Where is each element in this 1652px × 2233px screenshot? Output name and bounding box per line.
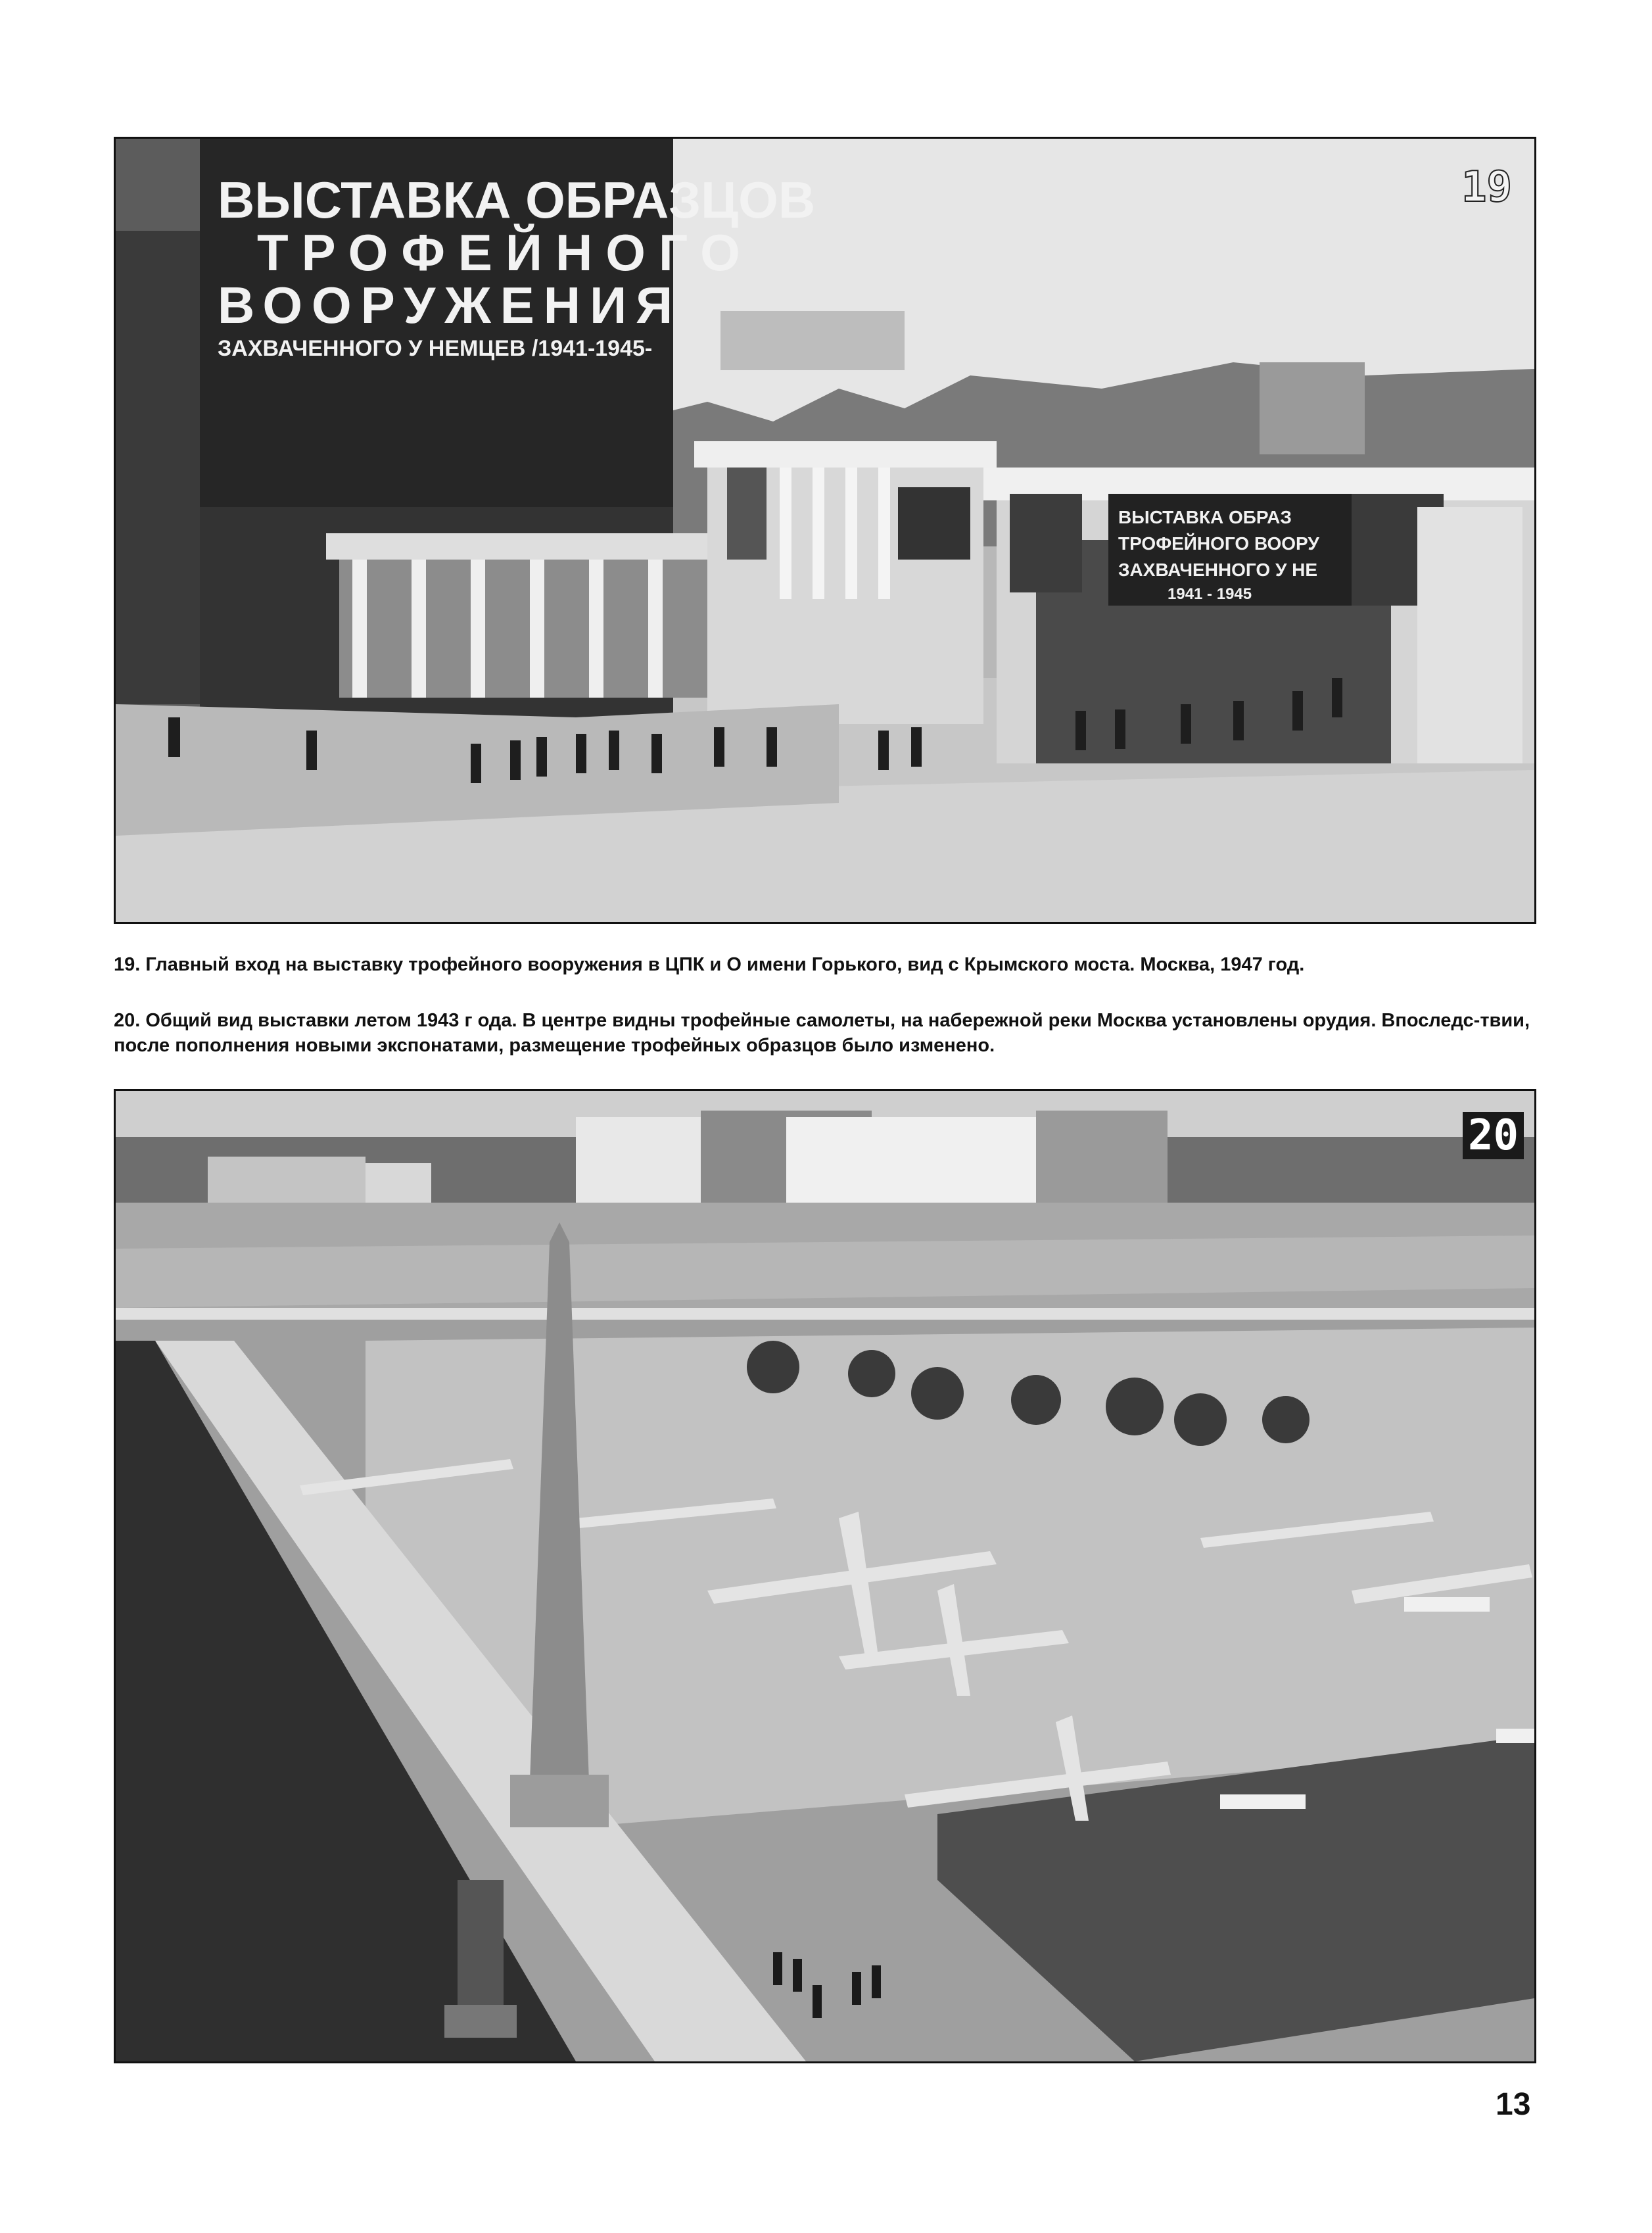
photo-exhibition-entrance [114,137,1536,924]
entrance-photo-illustration [116,139,1534,922]
caption-figure-19: 19. Главный вход на выставку трофейного вооружения в ЦПК и О имени Горького, вид с Крымского моста. Москва, 1947 год. [114,954,1305,975]
big-sign-line-4: ЗАХВАЧЕННОГО У НЕМЦЕВ /1941-1945- [218,336,653,361]
figure-number-20: 20 [1463,1112,1524,1159]
gate-sign-line-4: 1941 - 1945 [1168,585,1252,603]
big-sign-line-2: ТРОФЕЙНОГО [257,224,753,281]
overview-photo-illustration [116,1091,1534,2061]
gate-sign-line-2: ТРОФЕЙНОГО ВООРУ [1118,533,1319,554]
big-sign-line-3: ВООРУЖЕНИЯ [218,276,682,334]
caption-figure-20: 20. Общий вид выставки летом 1943 г ода. В центре видны трофейные самолеты, на набережной реки Москва установлены орудия. Впоследс-твии, после пополнения новыми экспонатами, размещение трофейных образцов было изменено. [114,1010,1530,1056]
gate-sign-line-1: ВЫСТАВКА ОБРАЗ [1118,507,1292,527]
gate-sign-line-3: ЗАХВАЧЕННОГО У НЕ [1118,560,1318,580]
photo-exhibition-overview [114,1089,1536,2063]
page-number: 13 [1496,2087,1531,2122]
figure-number-19: 19 [1461,163,1512,212]
big-sign-line-1: ВЫСТАВКА ОБРАЗЦОВ [218,171,816,229]
